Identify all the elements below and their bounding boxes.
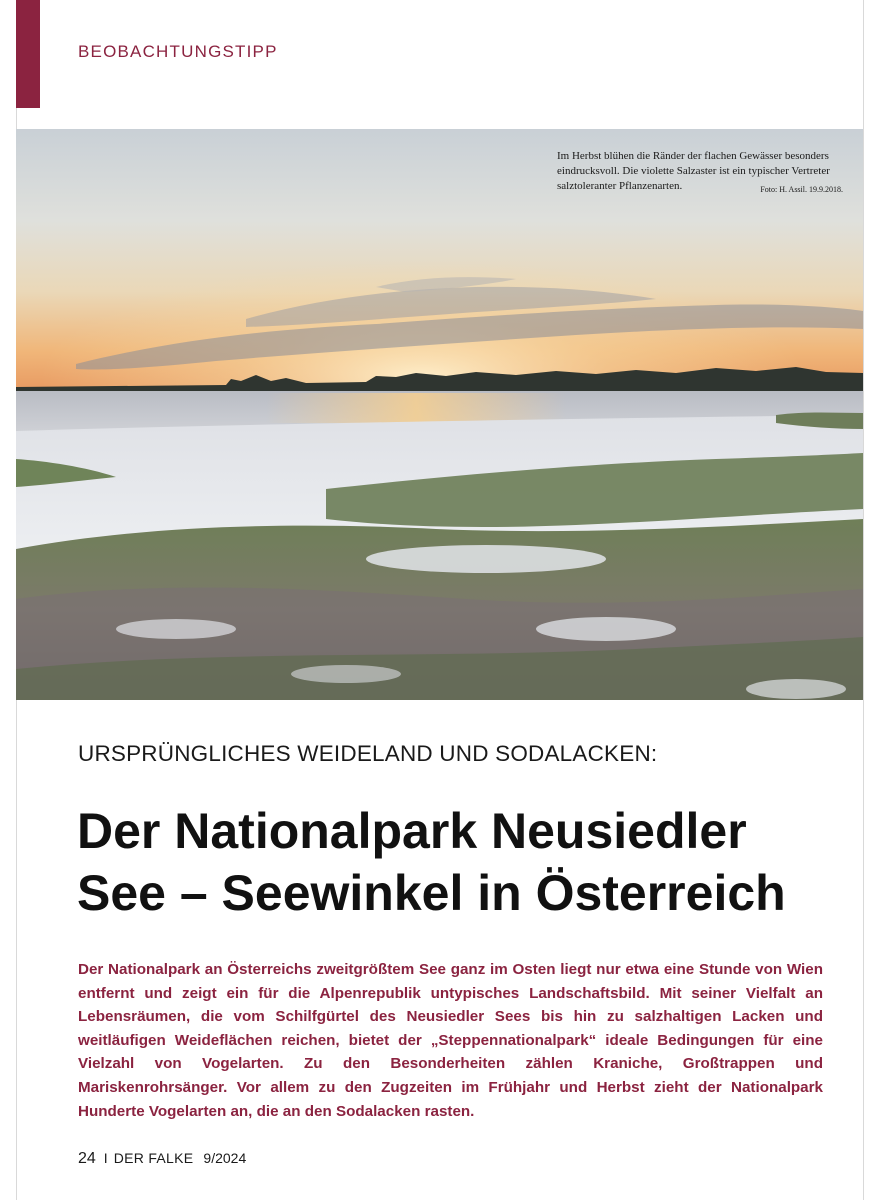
article-kicker: URSPRÜNGLICHES WEIDELAND UND SODALACKEN:: [78, 741, 658, 766]
photo-caption-text: Im Herbst blühen die Ränder der flachen Gewässer besonders eindrucksvoll. Die violette Salzaster ist ein typischer Vertreter salztoleranter Pflanzenarten.: [557, 150, 830, 192]
photo-credit: Foto: H. Assil. 19.9.2018.: [760, 185, 843, 194]
section-color-bar: [16, 0, 40, 108]
article-lead: Der Nationalpark an Österreichs zweitgrößtem See ganz im Osten liegt nur etwa eine Stunde von Wien entfernt und zeigt ein für die Alpenrepublik untypisches Landschaftsbild. Mit seiner Vielfalt an Lebensräumen, die vom Schilfgürtel des Neusiedler Sees bis hin zu salzhaltigen Lacken und weitläufigen Weideflächen reichen, bietet der „Steppennationalpark“ ideale Bedingungen für eine Vielzahl von Vogelarten. Zu den Besonderheiten zählen Kraniche, Großtrappen und Mariskenrohrsänger. Vor allem zu den Zugzeiten im Frühjahr und Herbst zieht der Nationalpark Hunderte Vogelarten an, die an den Sodalacken rasten.: [78, 961, 823, 1120]
magazine-name: DER FALKE: [113, 1150, 194, 1166]
section-label: BEOBACHTUNGSTIPP: [78, 42, 278, 61]
page-edge-right: [863, 0, 864, 1200]
headline-line-2: See – Seewinkel in Österreich: [77, 865, 786, 921]
page-number: 24: [78, 1150, 96, 1167]
lake-sunset-illustration: [16, 129, 863, 700]
landscape-photo: [16, 129, 863, 700]
footer-separator: I: [103, 1150, 108, 1166]
article-headline: [77, 800, 857, 924]
page-footer: [78, 1150, 246, 1168]
headline-line-1: Der Nationalpark Neusiedler: [77, 803, 747, 859]
photo-caption: [557, 149, 843, 197]
issue-number: 9/2024: [203, 1150, 247, 1166]
